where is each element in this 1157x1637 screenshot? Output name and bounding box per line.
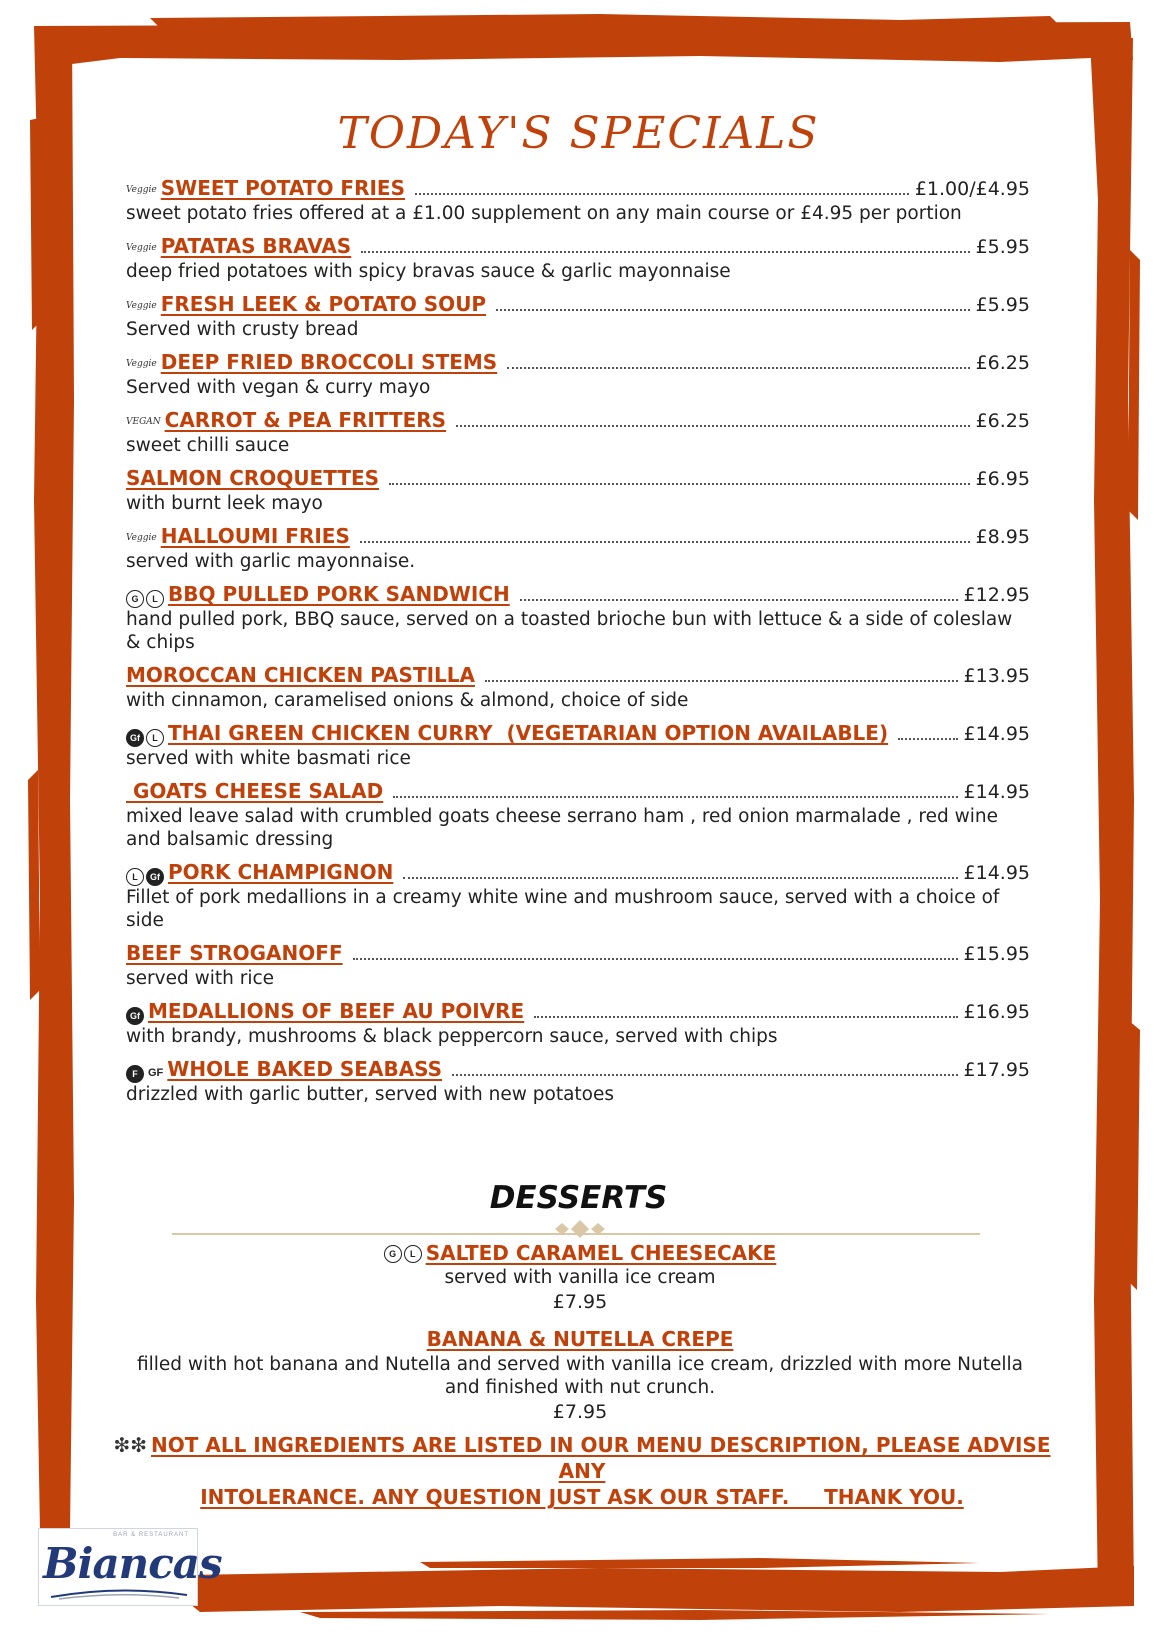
gf-label-icon: GF [148, 1067, 164, 1079]
allergen-badges [126, 359, 157, 372]
item-description: Served with vegan & curry mayo [126, 377, 431, 398]
menu-item-row [126, 350, 1030, 376]
menu-item-row [126, 408, 1030, 434]
allergen-badges [384, 1244, 422, 1262]
item-description: with cinnamon, caramelised onions & almond, choice of side [126, 690, 689, 711]
item-price: £16.95 [963, 1001, 1030, 1023]
veggie-icon: Veggie [126, 533, 157, 543]
menu-item-row [126, 1057, 1030, 1083]
item-name: GOATS CHEESE SALAD [126, 779, 384, 803]
fish-icon: F [126, 1065, 144, 1083]
veggie-icon: Veggie [126, 301, 157, 311]
item-price: £12.95 [963, 584, 1030, 606]
item-price: £5.95 [975, 236, 1030, 258]
dotted-leader [389, 483, 970, 485]
dotted-leader [485, 680, 958, 682]
dessert-name: BANANA & NUTELLA CREPE [426, 1327, 734, 1351]
lactose-icon: L [146, 590, 164, 608]
item-price: £14.95 [963, 723, 1030, 745]
menu-item-row [126, 860, 1030, 886]
dotted-leader [456, 425, 970, 427]
dessert-price: £7.95 [552, 1291, 608, 1313]
logo-tagline: BAR & RESTAURANT [113, 1532, 189, 1538]
item-price: £5.95 [975, 294, 1030, 316]
item-price: £6.95 [975, 468, 1030, 490]
veggie-icon: Veggie [126, 185, 157, 195]
menu-item [126, 466, 1030, 515]
item-name: FRESH LEEK & POTATO SOUP [160, 292, 487, 316]
veggie-icon: Veggie [126, 359, 157, 369]
item-name: BBQ PULLED PORK SANDWICH [168, 582, 510, 606]
item-name: THAI GREEN CHICKEN CURRY (VEGETARIAN OPTION AVAILABLE) [168, 721, 889, 745]
item-name: DEEP FRIED BROCCOLI STEMS [160, 350, 498, 374]
item-description: served with white basmati rice [126, 748, 411, 769]
item-price: £6.25 [975, 410, 1030, 432]
allergen-badges [126, 185, 157, 198]
dotted-leader [452, 1074, 957, 1076]
item-price: £17.95 [963, 1059, 1030, 1081]
item-description: deep fried potatoes with spicy bravas sauce & garlic mayonnaise [126, 261, 731, 282]
menu-item [126, 350, 1030, 399]
item-description: with brandy, mushrooms & black peppercorn sauce, served with chips [126, 1026, 778, 1047]
item-name: PATATAS BRAVAS [160, 234, 352, 258]
specials-list [126, 176, 1030, 1115]
menu-item-row [126, 999, 1030, 1025]
item-description: hand pulled pork, BBQ sauce, served on a toasted brioche bun with lettuce & a side of coleslaw & chips [126, 609, 1013, 653]
menu-item [126, 941, 1030, 990]
menu-item [126, 408, 1030, 457]
dessert-item [130, 1327, 1030, 1425]
item-name: SALMON CROQUETTES [126, 466, 380, 490]
dotted-leader [393, 796, 957, 798]
allergen-badges [126, 243, 157, 256]
item-name: MEDALLIONS OF BEEF AU POIVRE [148, 999, 525, 1023]
dessert-description: served with vanilla ice cream [444, 1267, 716, 1288]
dotted-leader [534, 1016, 957, 1018]
menu-item-row [126, 466, 1030, 492]
gluten-free-icon: Gf [126, 729, 144, 747]
lactose-icon: L [146, 729, 164, 747]
menu-item-row [126, 176, 1030, 202]
menu-item [126, 860, 1030, 932]
item-description: Fillet of pork medallions in a creamy white wine and mushroom sauce, served with a choice of side [126, 887, 1000, 931]
menu-item [126, 582, 1030, 654]
menu-item [126, 524, 1030, 573]
item-name: WHOLE BAKED SEABASS [167, 1057, 443, 1081]
dotted-leader [496, 309, 970, 311]
dotted-leader [898, 738, 957, 740]
item-description: sweet potato fries offered at a £1.00 supplement on any main course or £4.95 per portion [126, 203, 962, 224]
gluten-icon: G [126, 590, 144, 608]
item-name: CARROT & PEA FRITTERS [164, 408, 447, 432]
allergen-badges [126, 417, 161, 430]
menu-item [126, 721, 1030, 770]
item-name: MOROCCAN CHICKEN PASTILLA [126, 663, 475, 687]
menu-item [126, 779, 1030, 851]
dessert-description: filled with hot banana and Nutella and served with vanilla ice cream, drizzled with more Nutella and finished with nut crunch. [136, 1354, 1023, 1398]
dotted-leader [360, 541, 970, 543]
menu-item-row [126, 779, 1030, 805]
dessert-name: SALTED CARAMEL CHEESECAKE [425, 1241, 777, 1265]
allergen-badges [126, 1006, 144, 1024]
dessert-price: £7.95 [552, 1401, 608, 1423]
allergen-badges [126, 1064, 163, 1082]
vegan-icon: VEGAN [126, 417, 161, 427]
logo-swoosh-icon [49, 1587, 189, 1601]
dotted-leader [353, 958, 958, 960]
item-price: £15.95 [963, 943, 1030, 965]
item-price: £14.95 [963, 862, 1030, 884]
item-price: £13.95 [963, 665, 1030, 687]
gluten-free-icon: Gf [146, 868, 164, 886]
allergen-badges [126, 728, 164, 746]
item-price: £14.95 [963, 781, 1030, 803]
item-price: £1.00/£4.95 [914, 178, 1030, 200]
restaurant-logo [38, 1528, 222, 1606]
dotted-leader [415, 193, 909, 195]
item-description: sweet chilli sauce [126, 435, 290, 456]
page-title: TODAY'S SPECIALS [337, 108, 820, 159]
gluten-icon: G [384, 1245, 402, 1263]
menu-item-row [126, 941, 1030, 967]
allergen-badges [126, 301, 157, 314]
item-description: drizzled with garlic butter, served with new potatoes [126, 1084, 615, 1105]
item-price: £6.25 [975, 352, 1030, 374]
item-name: BEEF STROGANOFF [126, 941, 343, 965]
lactose-icon: L [126, 868, 144, 886]
item-description: Served with crusty bread [126, 319, 359, 340]
lactose-icon: L [404, 1245, 422, 1263]
item-description: served with rice [126, 968, 275, 989]
menu-item-row [126, 234, 1030, 260]
item-price: £8.95 [975, 526, 1030, 548]
item-description: mixed leave salad with crumbled goats cheese serrano ham , red onion marmalade , red wine and balsamic dressing [126, 806, 998, 850]
item-name: SWEET POTATO FRIES [160, 176, 405, 200]
allergen-badges [126, 589, 164, 607]
item-name: HALLOUMI FRIES [160, 524, 350, 548]
dotted-leader [361, 251, 969, 253]
menu-item [126, 1057, 1030, 1106]
menu-item [126, 292, 1030, 341]
menu-item-row [126, 524, 1030, 550]
menu-item [126, 663, 1030, 712]
asterisk-icon: ❇❇ [113, 1433, 148, 1457]
notice-line-2: INTOLERANCE. ANY QUESTION JUST ASK OUR STAFF. THANK YOU. [200, 1485, 964, 1509]
menu-item [126, 176, 1030, 225]
logo-name: Biancas [43, 1539, 222, 1588]
allergen-badges [126, 867, 164, 885]
menu-item-row [126, 663, 1030, 689]
notice-line-1: NOT ALL INGREDIENTS ARE LISTED IN OUR MENU DESCRIPTION, PLEASE ADVISE ANY [151, 1433, 1051, 1483]
menu-item-row [126, 721, 1030, 747]
veggie-icon: Veggie [126, 243, 157, 253]
item-name: PORK CHAMPIGNON [168, 860, 394, 884]
menu-item-row [126, 292, 1030, 318]
item-description: with burnt leek mayo [126, 493, 323, 514]
dotted-leader [520, 599, 958, 601]
allergy-notice [92, 1432, 1072, 1510]
menu-item [126, 234, 1030, 283]
item-description: served with garlic mayonnaise. [126, 551, 416, 572]
allergen-badges [126, 533, 157, 546]
gluten-free-icon: Gf [126, 1007, 144, 1025]
desserts-heading: DESSERTS [489, 1180, 668, 1216]
menu-item [126, 999, 1030, 1048]
dessert-item [130, 1240, 1030, 1315]
divider-ornament-icon [545, 1219, 615, 1239]
dotted-leader [507, 367, 969, 369]
menu-item-row [126, 582, 1030, 608]
dotted-leader [403, 877, 957, 879]
